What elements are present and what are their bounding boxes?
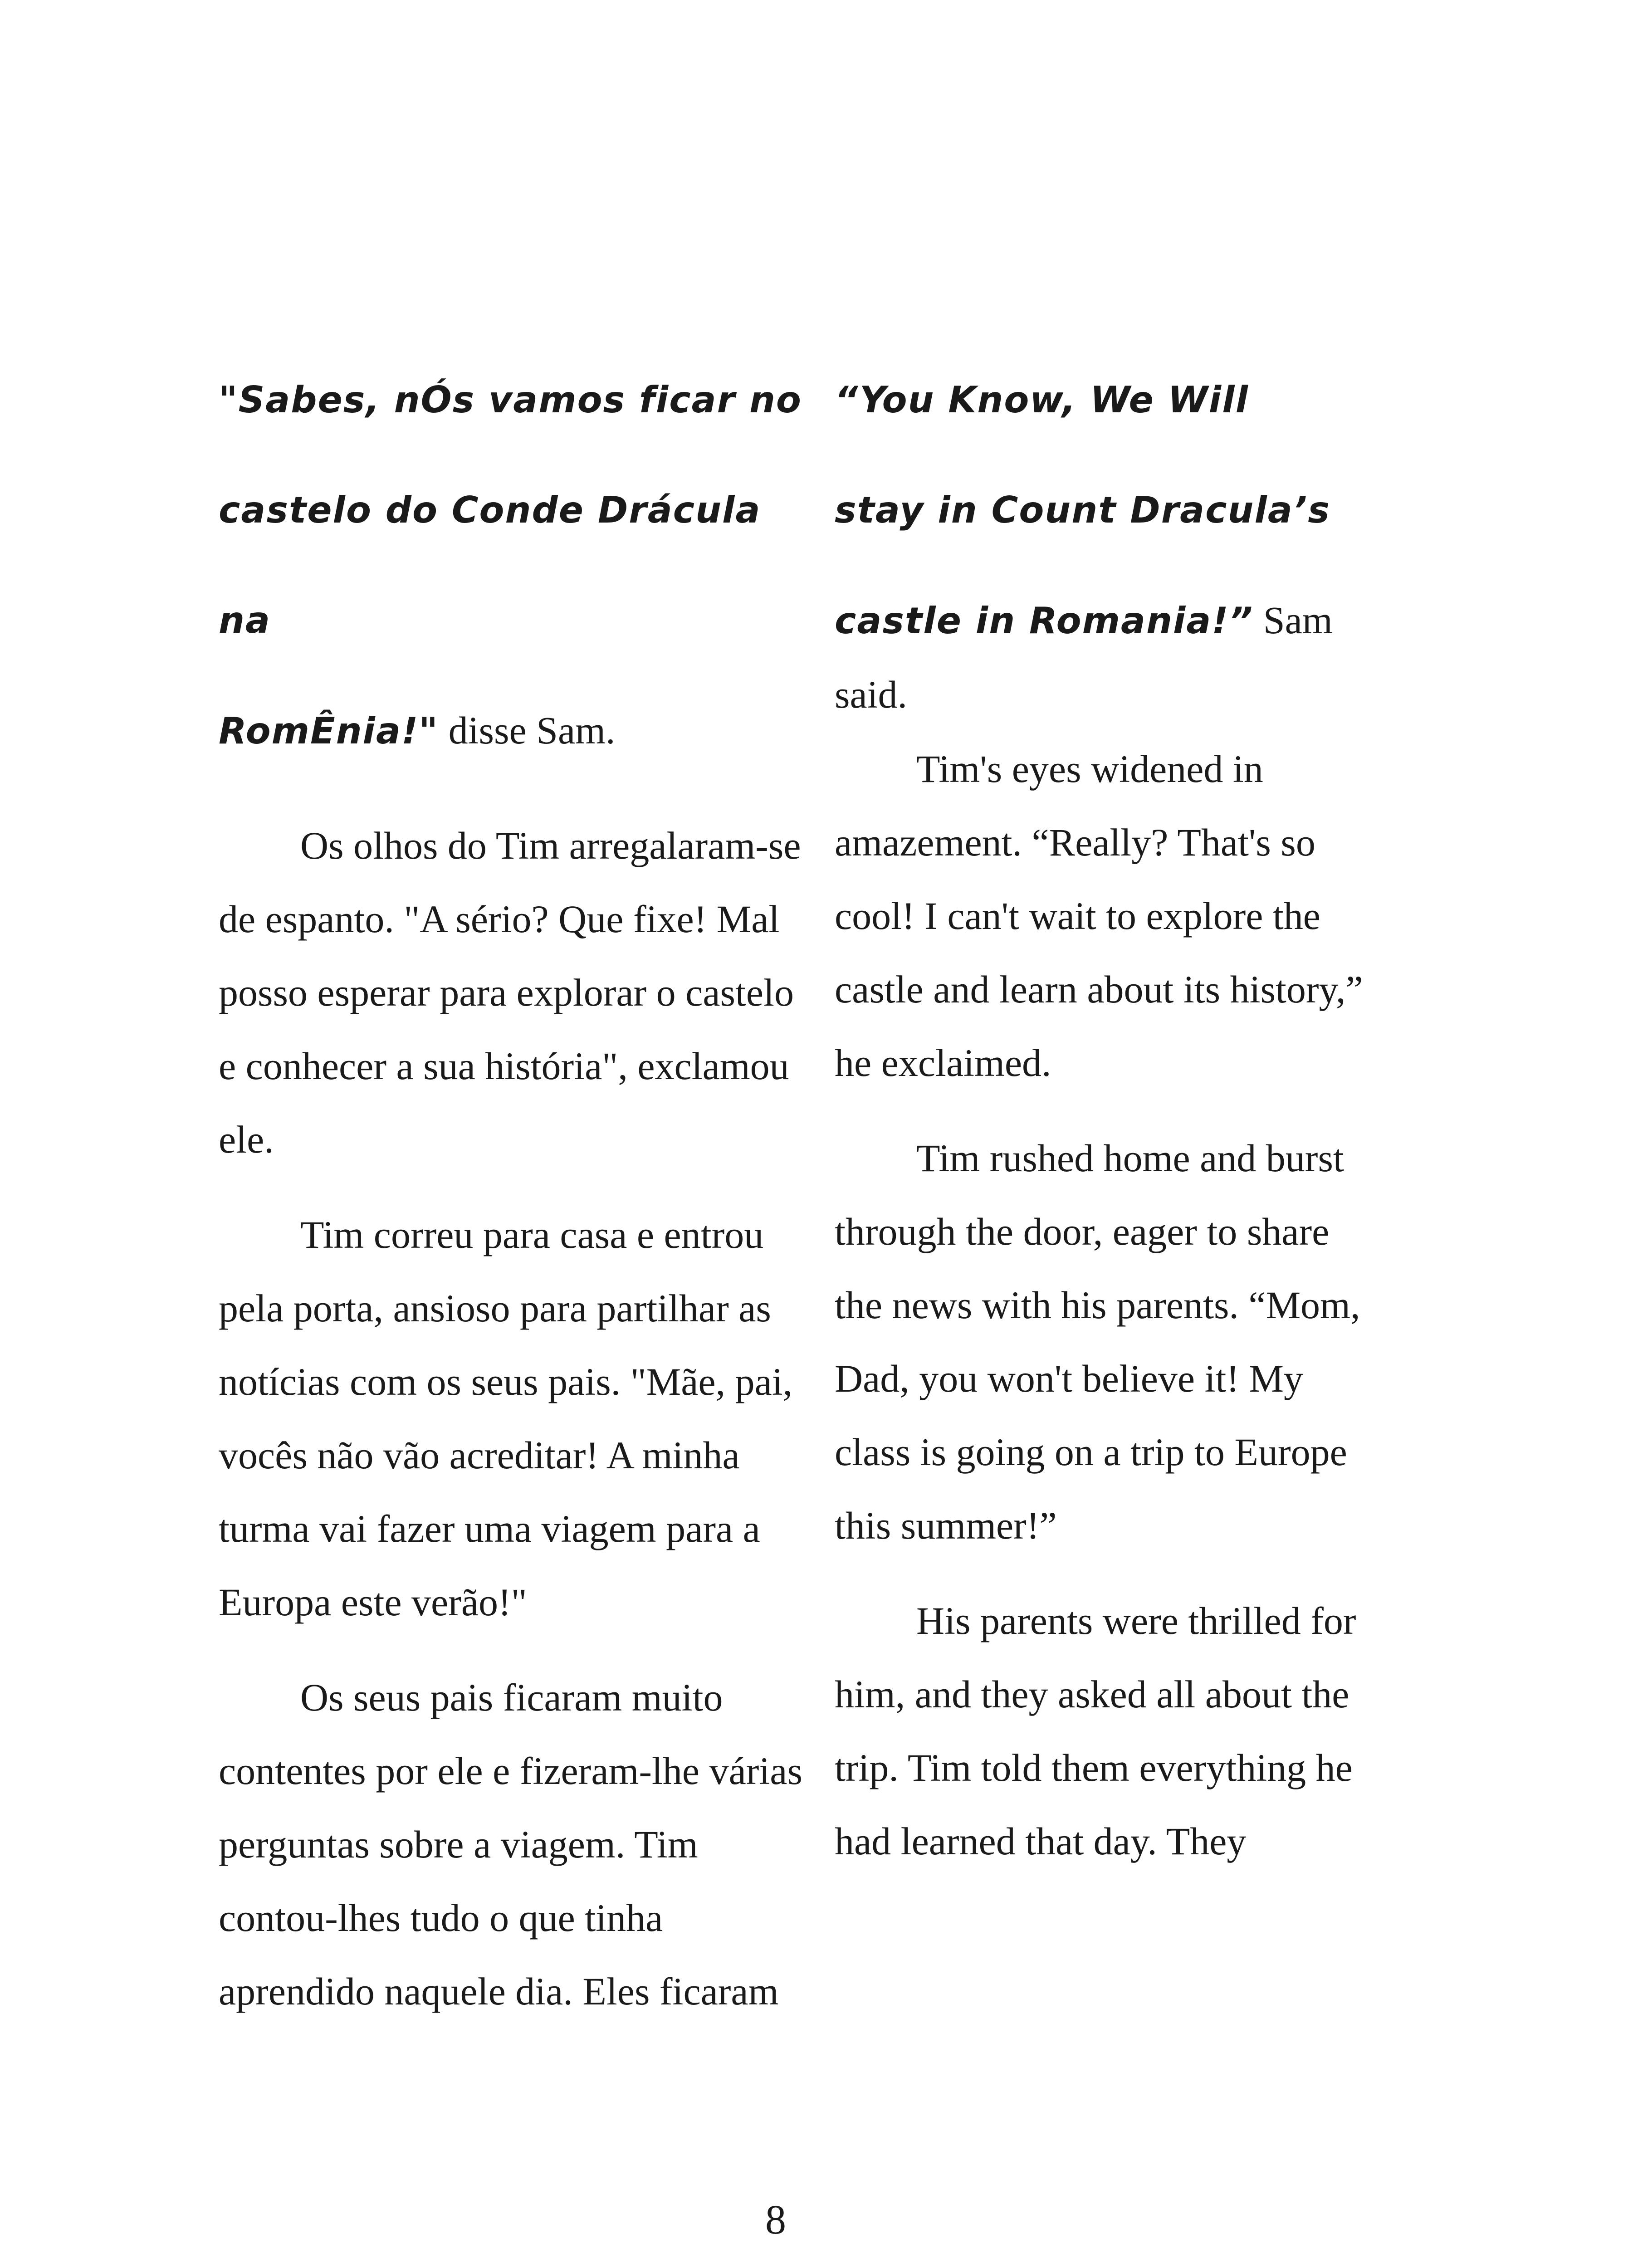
english-heading-tail: Sam said. [835, 598, 1333, 716]
english-heading [835, 345, 1384, 732]
portuguese-heading-tail: disse Sam. [439, 709, 616, 752]
english-heading-line-2: stay in Count Dracula’s [835, 489, 1330, 531]
portuguese-heading-line-1: "Sabes, nÓs vamos ficar no [219, 379, 802, 421]
portuguese-paragraph-1: Os olhos do Tim arregalaram-se de espanto. "A sério? Que fixe! Mal posso esperar para explorar o castelo e conhecer a sua história", exclamou ele. [219, 824, 801, 1161]
english-paragraph-3: His parents were thrilled for him, and they asked all about the trip. Tim told them everything he had learned that day. They [835, 1599, 1356, 1863]
portuguese-column [219, 345, 804, 2028]
english-paragraph-1: Tim's eyes widened in amazement. “Really? That's so cool! I can't wait to explore the castle and learn about its history,” he exclaimed. [835, 747, 1363, 1085]
english-heading-line-3: castle in Romania!” [835, 600, 1254, 642]
portuguese-heading-line-2: castelo do Conde Drácula na [219, 489, 761, 641]
english-paragraph-2: Tim rushed home and burst through the door, eager to share the news with his parents. “Mom, Dad, you won't believe it! My class is going on a trip to Europe this summer!” [835, 1136, 1360, 1547]
portuguese-paragraph-2: Tim correu para casa e entrou pela porta, ansioso para partilhar as notícias com os seus pais. "Mãe, pai, vocês não vão acreditar! A minha turma vai fazer uma viagem para a Europa este verão!" [219, 1213, 793, 1624]
english-heading-line-3-wrap [835, 583, 1384, 732]
portuguese-heading-line-3-wrap [219, 675, 804, 786]
portuguese-heading-line-3: RomÊnia!" [219, 710, 439, 752]
portuguese-paragraph-3: Os seus pais ficaram muito contentes por ele e fizeram-lhe várias perguntas sobre a viagem. Tim contou-lhes tudo o que tinha aprendido naquele dia. Eles ficaram [219, 1676, 802, 2013]
english-heading-line-1: “You Know, We Will [835, 379, 1249, 421]
english-column [835, 345, 1384, 1878]
page-number: 8 [765, 2196, 786, 2243]
portuguese-heading [219, 345, 804, 786]
